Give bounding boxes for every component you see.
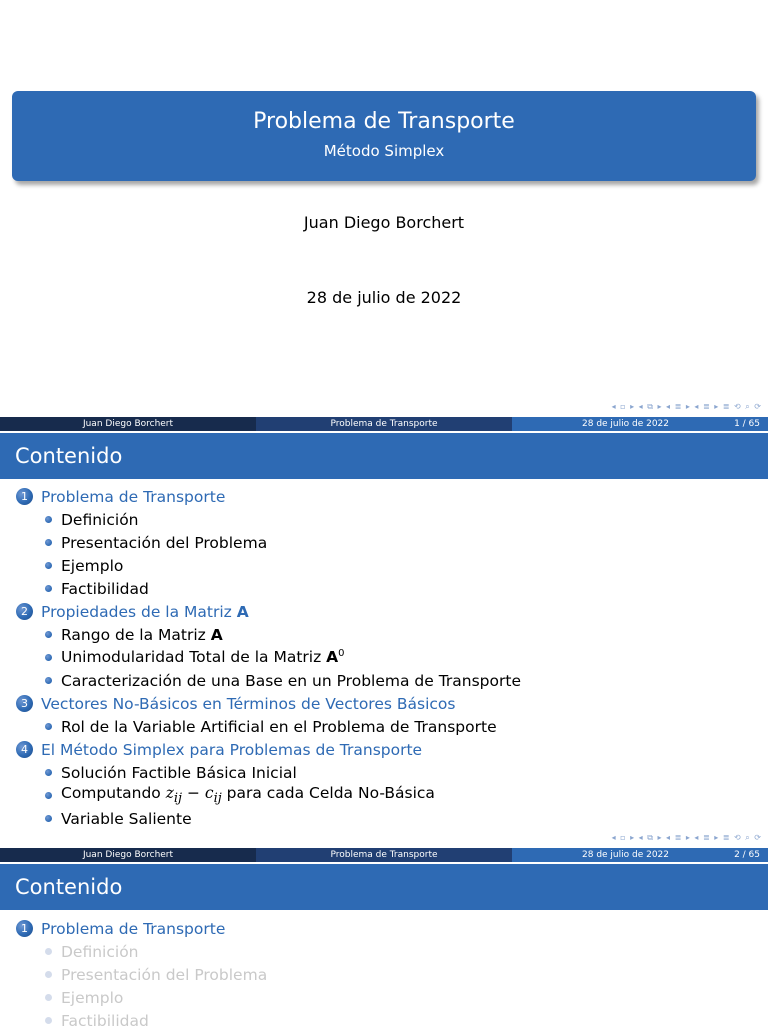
author-name: Juan Diego Borchert — [303, 213, 465, 232]
subsection-label: Variable Saliente — [61, 809, 192, 828]
footline-author: Juan Diego Borchert — [0, 417, 256, 431]
bullet-icon — [45, 1017, 52, 1024]
toc-subsection[interactable] — [0, 940, 768, 963]
subsection-label: Presentación del Problema — [61, 965, 268, 984]
bullet-icon — [45, 539, 52, 546]
subsection-label: Rol de la Variable Artificial en el Problema de Transporte — [61, 717, 497, 736]
frame-title: Contenido — [0, 433, 768, 479]
toc-subsection[interactable] — [0, 761, 768, 784]
bullet-icon — [45, 516, 52, 523]
bullet-icon — [45, 792, 52, 799]
footline-author: Juan Diego Borchert — [0, 848, 256, 862]
toc-subsection[interactable] — [0, 715, 768, 738]
toc-subsection[interactable] — [0, 784, 768, 807]
section-label: Propiedades de la Matriz A — [41, 602, 249, 621]
page-number: 1 / 65 — [734, 419, 760, 429]
bullet-icon — [45, 585, 52, 592]
footline-date: 28 de julio de 2022 — [582, 850, 670, 860]
toc-subsection[interactable] — [0, 508, 768, 531]
presentation-subtitle: Método Simplex — [323, 142, 445, 160]
frame-title: Contenido — [0, 864, 768, 910]
page-number: 2 / 65 — [734, 850, 760, 860]
toc-subsection[interactable] — [0, 669, 768, 692]
toc-subsection[interactable] — [0, 623, 768, 646]
toc-section[interactable] — [0, 917, 768, 940]
toc-section[interactable] — [0, 692, 768, 715]
subsection-label: Ejemplo — [61, 556, 124, 575]
section-label: Problema de Transporte — [41, 487, 226, 506]
toc-subsection[interactable] — [0, 646, 768, 669]
toc-subsection[interactable] — [0, 554, 768, 577]
bullet-icon — [45, 723, 52, 730]
table-of-contents — [0, 917, 768, 1032]
toc-subsection[interactable] — [0, 531, 768, 554]
section-number-badge: 4 — [16, 741, 33, 758]
footline-date-page — [512, 417, 768, 431]
presentation-date: 28 de julio de 2022 — [306, 288, 462, 307]
bullet-icon — [45, 769, 52, 776]
subsection-label: Presentación del Problema — [61, 533, 268, 552]
toc-subsection[interactable] — [0, 577, 768, 600]
section-number-badge: 3 — [16, 695, 33, 712]
footline-date-page — [512, 848, 768, 862]
subsection-label: Computando $z_{ij} - c_{ij}$ para cada Celda No-Básica — [61, 784, 435, 807]
toc-subsection[interactable] — [0, 963, 768, 986]
subsection-label: Factibilidad — [61, 1011, 149, 1030]
section-label: Vectores No-Básicos en Términos de Vectores Básicos — [41, 694, 456, 713]
footline — [0, 417, 768, 431]
bullet-icon — [45, 971, 52, 978]
bullet-icon — [45, 677, 52, 684]
section-number-badge: 1 — [16, 488, 33, 505]
section-label: El Método Simplex para Problemas de Transporte — [41, 740, 423, 759]
subsection-label: Definición — [61, 942, 139, 961]
navigation-symbols[interactable]: ◂ ▫ ▸ ◂ ⧉ ▸ ◂ ≣ ▸ ◂ ≣ ▸ ≣ ⟲ ⌕ ⟳ — [611, 833, 762, 842]
footline — [0, 848, 768, 862]
navigation-symbols[interactable]: ◂ ▫ ▸ ◂ ⧉ ▸ ◂ ≣ ▸ ◂ ≣ ▸ ≣ ⟲ ⌕ ⟳ — [611, 402, 762, 411]
subsection-label: Rango de la Matriz A — [61, 625, 223, 644]
section-number-badge: 2 — [16, 603, 33, 620]
bullet-icon — [45, 562, 52, 569]
footline-title: Problema de Transporte — [256, 417, 512, 431]
toc-section[interactable] — [0, 600, 768, 623]
subsection-label: Solución Factible Básica Inicial — [61, 763, 297, 782]
bullet-icon — [45, 948, 52, 955]
toc-subsection[interactable] — [0, 986, 768, 1009]
bullet-icon — [45, 631, 52, 638]
toc-subsection[interactable] — [0, 1009, 768, 1032]
subsection-label: Caracterización de una Base en un Problema de Transporte — [61, 671, 521, 690]
toc-section[interactable] — [0, 738, 768, 761]
table-of-contents — [0, 485, 768, 830]
bullet-icon — [45, 654, 52, 661]
subsection-label: Unimodularidad Total de la Matriz $A^0$ — [61, 648, 345, 667]
footline-date: 28 de julio de 2022 — [582, 419, 670, 429]
footline-title: Problema de Transporte — [256, 848, 512, 862]
toc-subsection[interactable] — [0, 807, 768, 830]
bullet-icon — [45, 994, 52, 1001]
subsection-label: Ejemplo — [61, 988, 124, 1007]
section-number-badge: 1 — [16, 920, 33, 937]
bullet-icon — [45, 815, 52, 822]
title-block — [12, 91, 756, 181]
subsection-label: Definición — [61, 510, 139, 529]
section-label: Problema de Transporte — [41, 919, 226, 938]
subsection-label: Factibilidad — [61, 579, 149, 598]
presentation-title: Problema de Transporte — [253, 109, 515, 134]
toc-section[interactable] — [0, 485, 768, 508]
